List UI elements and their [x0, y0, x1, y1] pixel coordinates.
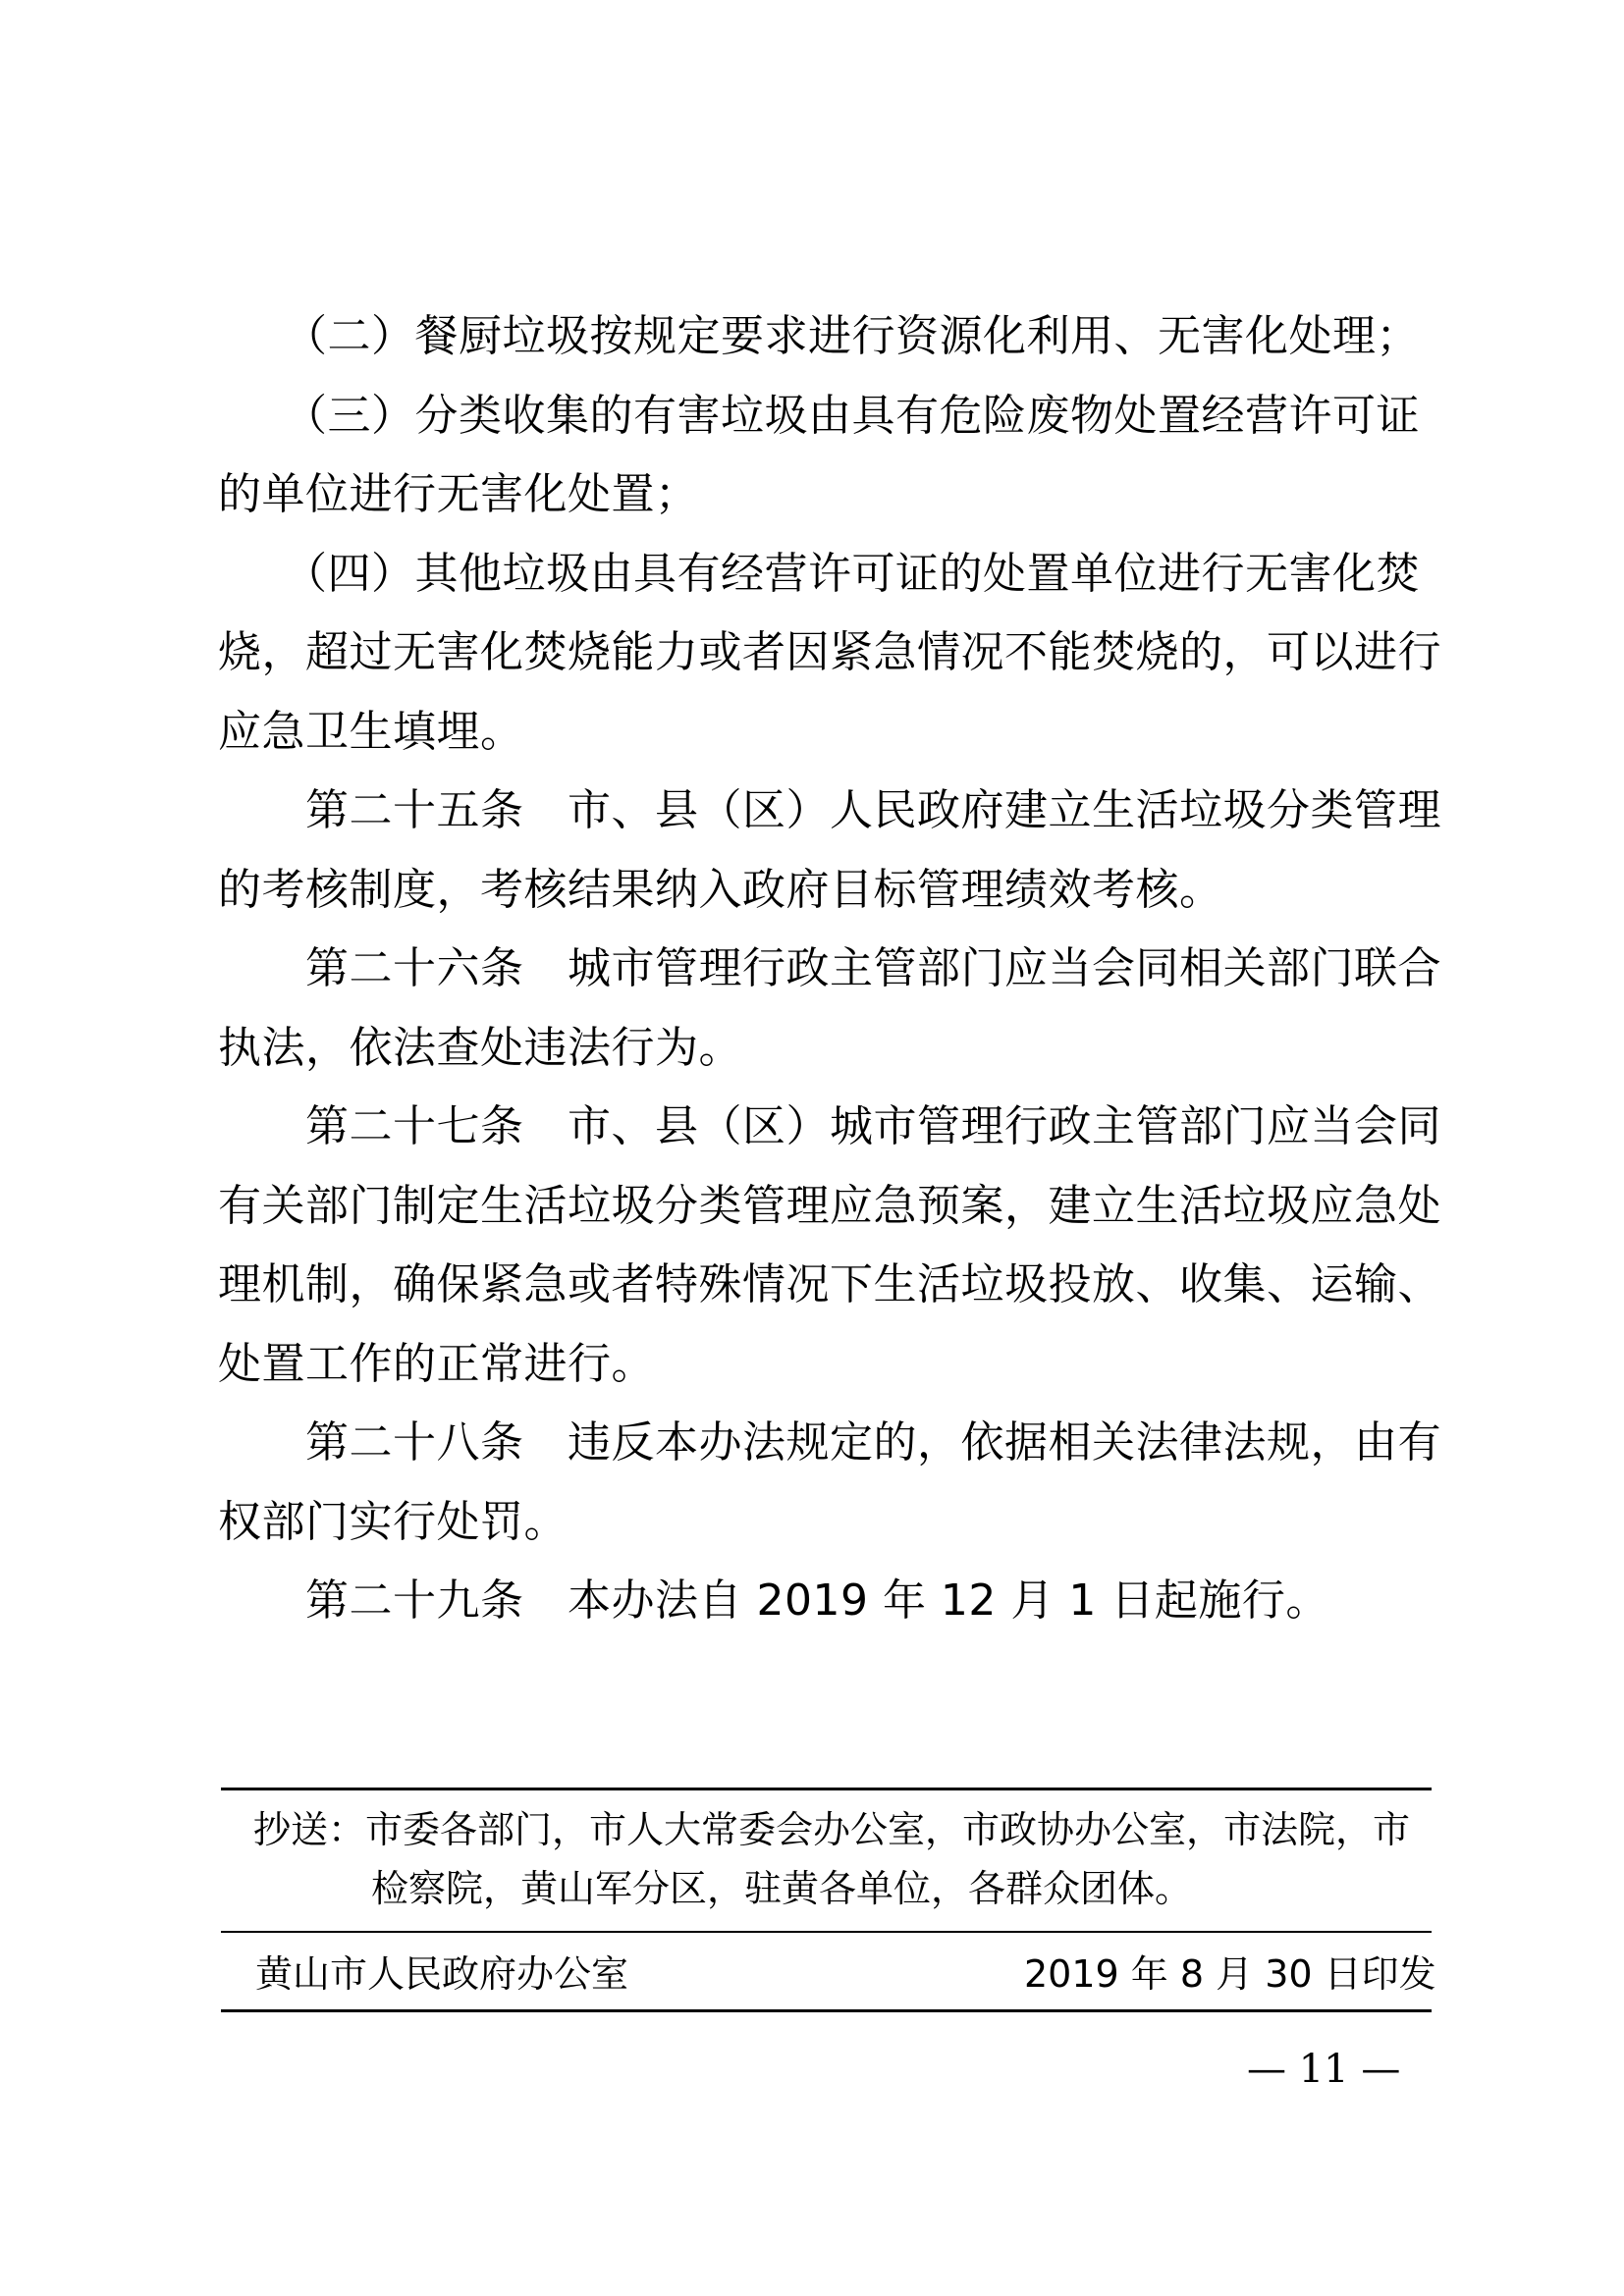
body-line: 的考核制度，考核结果纳入政府目标管理绩效考核。: [218, 865, 1223, 915]
body-line: 处置工作的正常进行。: [218, 1339, 655, 1389]
body-line: 第二十五条 市、县（区）人民政府建立生活垃圾分类管理: [218, 785, 1441, 835]
body-line: 第二十七条 市、县（区）城市管理行政主管部门应当会同: [218, 1101, 1441, 1151]
middle-divider: [221, 1931, 1432, 1933]
cc-line-1: 抄送：市委各部门，市人大常委会办公室，市政协办公室，市法院，市: [253, 1808, 1411, 1851]
body-line: 有关部门制定生活垃圾分类管理应急预案，建立生活垃圾应急处: [218, 1181, 1441, 1231]
body-line: 第二十八条 违反本办法规定的，依据相关法律法规，由有: [218, 1417, 1441, 1468]
body-line: （四）其他垃圾由具有经营许可证的处置单位进行无害化焚: [218, 549, 1420, 599]
body-line: 烧，超过无害化焚烧能力或者因紧急情况不能焚烧的，可以进行: [218, 627, 1441, 677]
bottom-divider: [221, 2009, 1432, 2012]
issue-date: 2019 年 8 月 30 日印发: [1024, 1952, 1436, 1996]
body-line: （二）餐厨垃圾按规定要求进行资源化利用、无害化处理；: [218, 311, 1420, 361]
body-line: （三）分类收集的有害垃圾由具有危险废物处置经营许可证: [218, 391, 1420, 441]
top-divider: [221, 1788, 1432, 1790]
issuer: 黄山市人民政府办公室: [255, 1952, 629, 1996]
page-number: — 11 —: [1247, 2047, 1401, 2092]
body-line: 第二十九条 本办法自 2019 年 12 月 1 日起施行。: [218, 1575, 1329, 1626]
body-line: 第二十六条 城市管理行政主管部门应当会同相关部门联合: [218, 943, 1441, 993]
cc-line-2: 检察院，黄山军分区，驻黄各单位，各群众团体。: [371, 1867, 1193, 1910]
body-line: 执法，依法查处违法行为。: [218, 1023, 742, 1073]
body-line: 理机制，确保紧急或者特殊情况下生活垃圾投放、收集、运输、: [218, 1259, 1441, 1309]
body-line: 应急卫生填埋。: [218, 707, 524, 757]
body-line: 的单位进行无害化处置；: [218, 469, 699, 519]
body-line: 权部门实行处罚。: [218, 1497, 568, 1547]
